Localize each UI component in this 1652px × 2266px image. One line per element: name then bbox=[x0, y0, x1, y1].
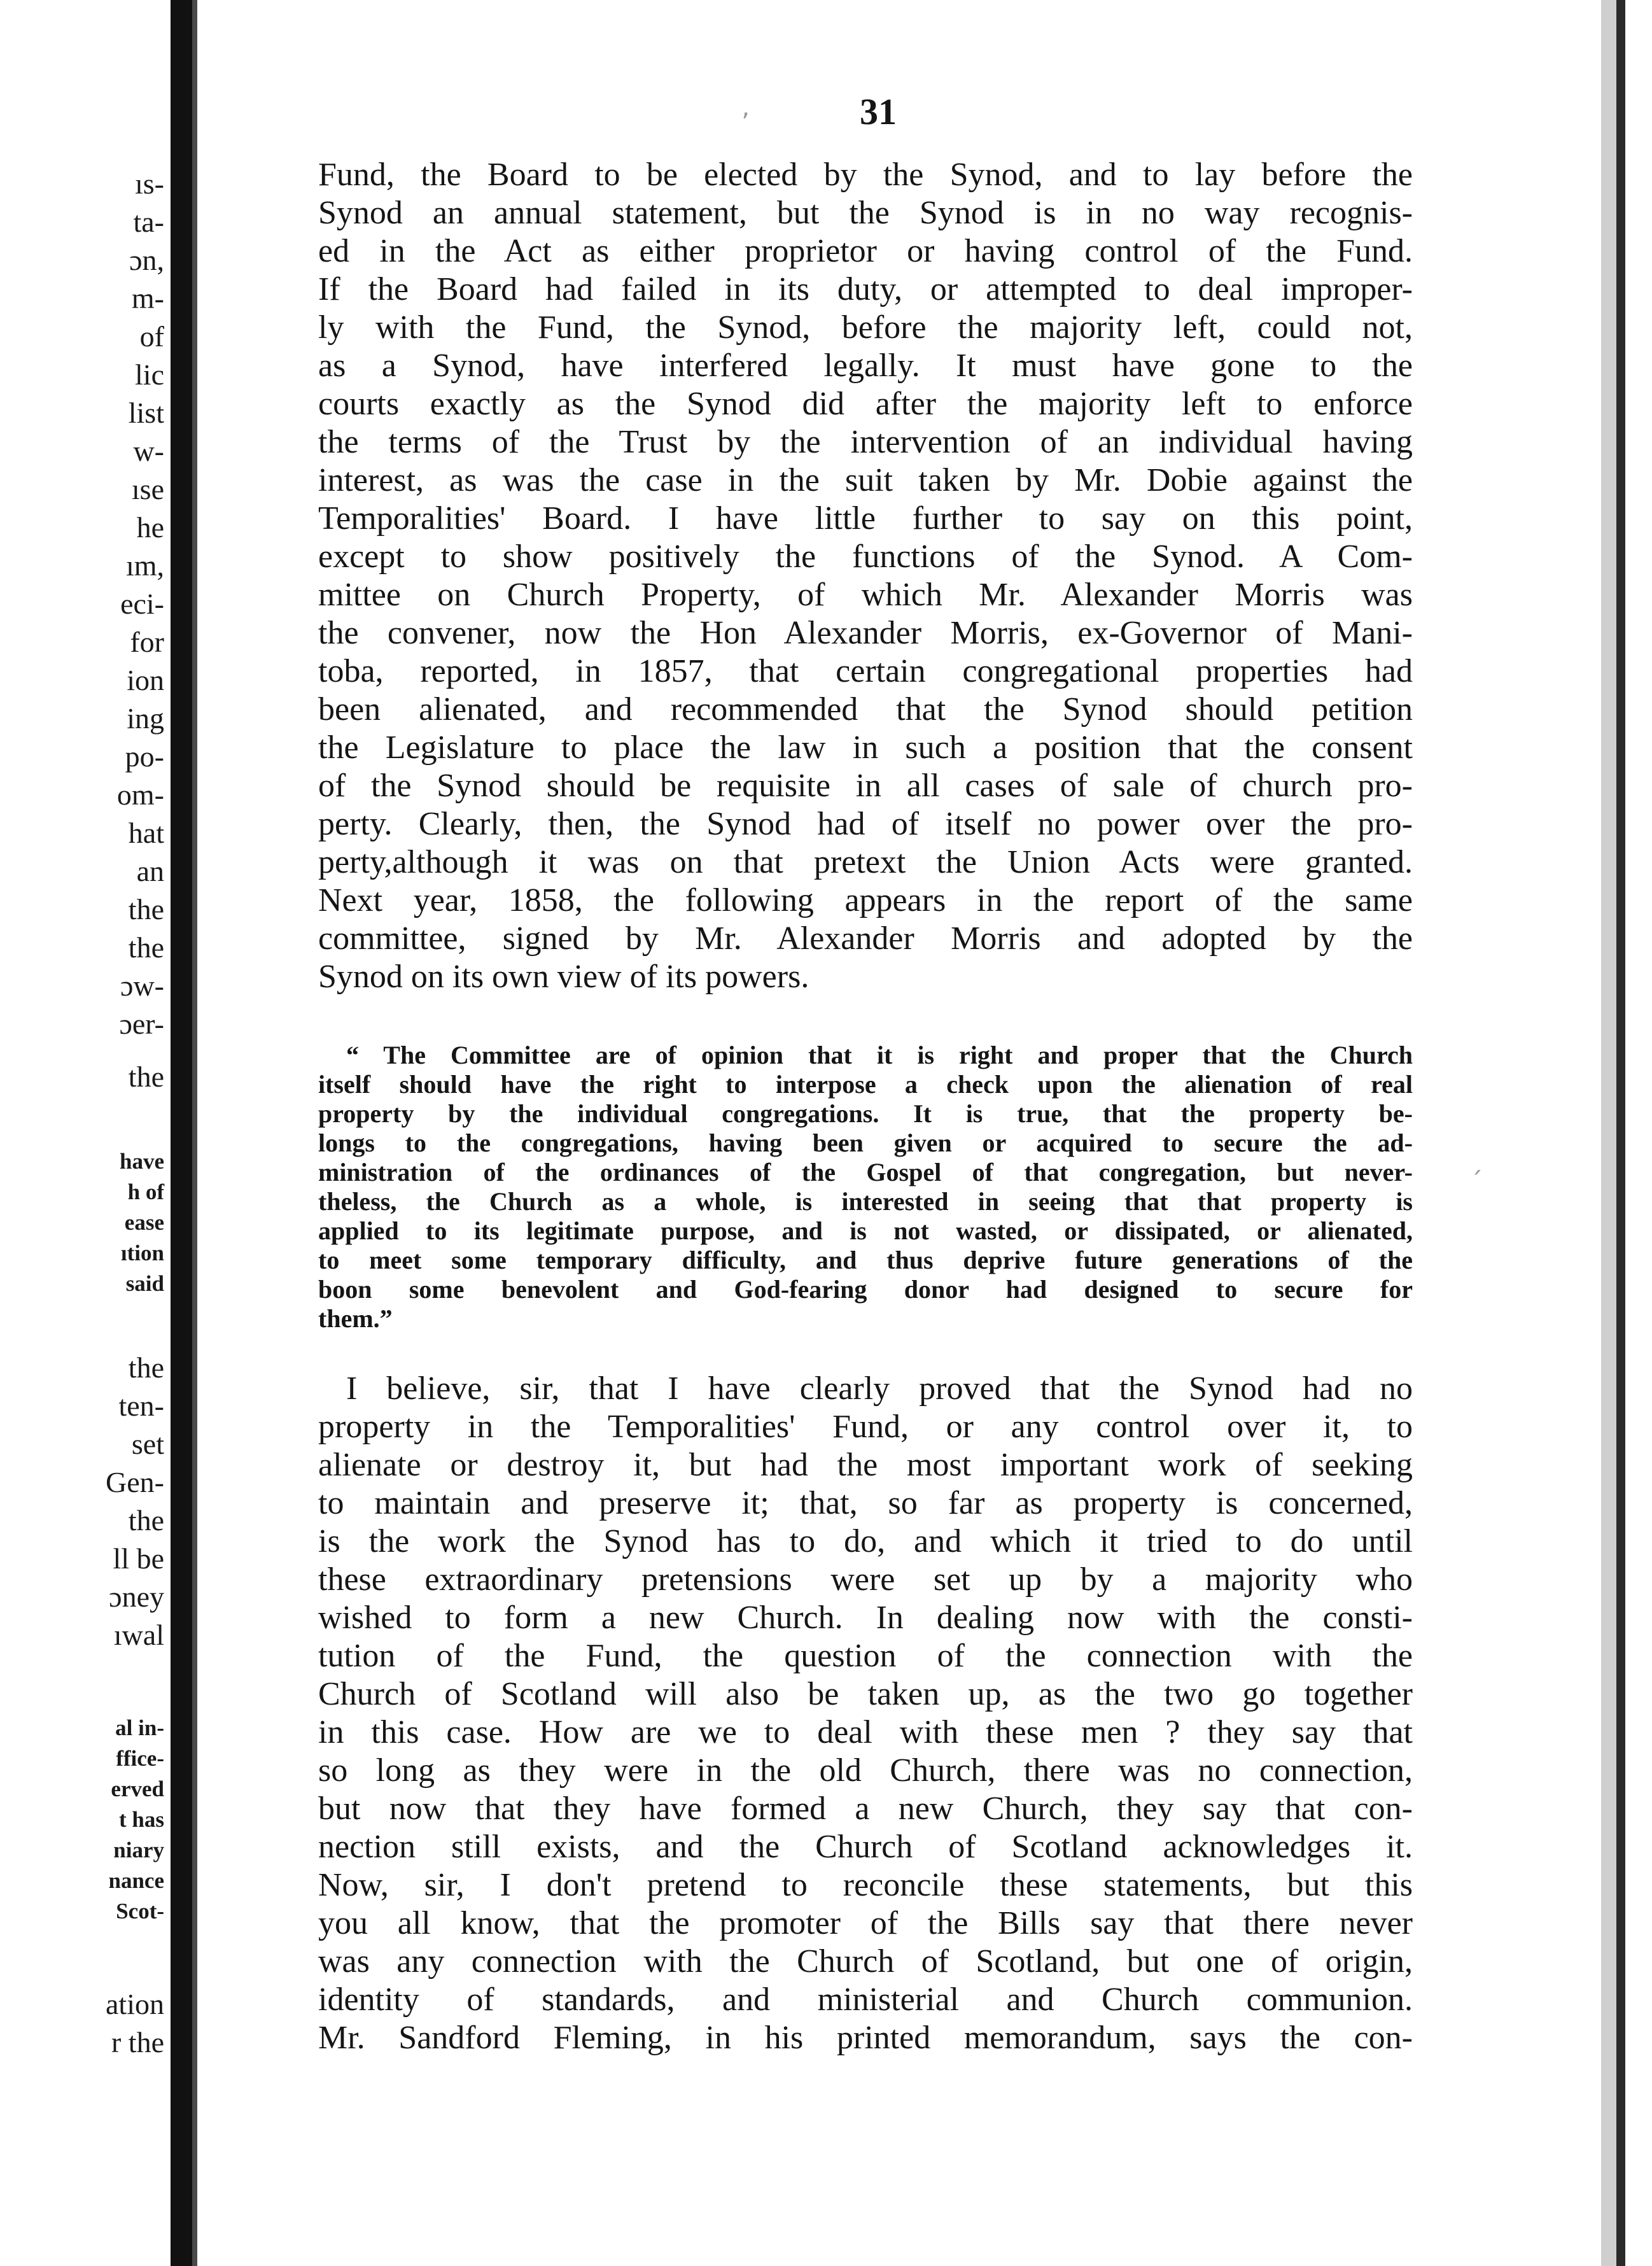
text-line: but now that they have formed a new Church, they say that con- bbox=[318, 1791, 1413, 1827]
prev-fragment: ıwal bbox=[113, 1619, 164, 1651]
prev-fragment: ten- bbox=[118, 1390, 164, 1422]
quote-line: property by the individual congregations. It is true, that the property be- bbox=[318, 1099, 1413, 1128]
prev-fragment: h of bbox=[127, 1179, 164, 1204]
text-line: the convener, now the Hon Alexander Morris, ex-Governor of Mani- bbox=[318, 615, 1413, 651]
text-line: Next year, 1858, the following appears in the report of the same bbox=[318, 882, 1413, 918]
quote-line: boon some benevolent and God-fearing donor had designed to secure for bbox=[318, 1275, 1413, 1304]
text-line: Fund, the Board to be elected by the Synod, and to lay before the bbox=[318, 157, 1413, 193]
prev-fragment: Scot- bbox=[116, 1899, 164, 1924]
block-quotation bbox=[318, 1041, 1413, 1334]
prev-fragment: ation bbox=[106, 1988, 164, 2020]
text-line: these extraordinary pretensions were set up by a majority who bbox=[318, 1561, 1413, 1598]
prev-fragment: the bbox=[128, 1504, 164, 1537]
page-number: 31 bbox=[860, 91, 897, 132]
text-line: Church of Scotland will also be taken up, as the two go together bbox=[318, 1676, 1413, 1712]
prev-fragment: have bbox=[120, 1149, 164, 1174]
prev-fragment: al in- bbox=[115, 1715, 164, 1740]
quote-line: longs to the congregations, having been given or acquired to secure the ad- bbox=[318, 1129, 1413, 1157]
prev-fragment: of bbox=[139, 320, 164, 353]
prev-fragment: ing bbox=[127, 702, 164, 735]
text-line: so long as they were in the old Church, there was no connection, bbox=[318, 1752, 1413, 1789]
prev-fragment: an bbox=[136, 855, 164, 887]
text-line: except to show positively the functions of the Synod. A Com- bbox=[318, 538, 1413, 575]
text-line: you all know, that the promoter of the Bills say that there never bbox=[318, 1905, 1413, 1941]
text-line: of the Synod should be requisite in all cases of sale of church pro- bbox=[318, 768, 1413, 804]
quote-line: theless, the Church as a whole, is interested in seeing that that property is bbox=[318, 1187, 1413, 1216]
prev-fragment: list bbox=[128, 397, 164, 429]
prev-fragment: w- bbox=[133, 435, 164, 467]
text-line: nection still exists, and the Church of Scotland acknowledges it. bbox=[318, 1829, 1413, 1865]
page-edge bbox=[1616, 0, 1625, 2266]
quote-line: to meet some temporary difficulty, and thus deprive future generations of the bbox=[318, 1246, 1413, 1274]
prev-fragment: hat bbox=[128, 817, 164, 849]
text-line: wished to form a new Church. In dealing now with the consti- bbox=[318, 1600, 1413, 1636]
body-paragraph bbox=[318, 156, 1413, 996]
prev-fragment: erved bbox=[111, 1777, 164, 1801]
prev-fragment: ɔer- bbox=[119, 1008, 164, 1040]
text-line: tution of the Fund, the question of the connection with the bbox=[318, 1638, 1413, 1674]
body-paragraph bbox=[318, 1370, 1413, 2057]
prev-fragment: ɔn, bbox=[129, 244, 164, 276]
text-line: as a Synod, have interfered legally. It must have gone to the bbox=[318, 348, 1413, 384]
prev-fragment: set bbox=[131, 1428, 164, 1460]
page-edge-shadow bbox=[1601, 0, 1616, 2266]
text-line: Synod on its own view of its powers. bbox=[318, 959, 809, 995]
prev-fragment: the bbox=[128, 931, 164, 964]
gutter-shadow bbox=[192, 0, 197, 2266]
text-line: was any connection with the Church of Scotland, but one of origin, bbox=[318, 1943, 1413, 1980]
text-line: perty,although it was on that pretext the Union Acts were granted. bbox=[318, 844, 1413, 880]
text-line: toba, reported, in 1857, that certain congregational properties had bbox=[318, 653, 1413, 689]
text-line: ed in the Act as either proprietor or having control of the Fund. bbox=[318, 233, 1413, 269]
quote-line: ministration of the ordinances of the Gospel of that congregation, but never- bbox=[318, 1158, 1413, 1186]
prev-fragment: ease bbox=[124, 1210, 164, 1235]
text-line: the terms of the Trust by the intervention of an individual having bbox=[318, 424, 1413, 460]
binding-gutter bbox=[171, 0, 192, 2266]
quote-line: itself should have the right to interpose a check upon the alienation of real bbox=[318, 1070, 1413, 1099]
text-line: Synod an annual statement, but the Synod is in no way recognis- bbox=[318, 195, 1413, 231]
prev-fragment: ion bbox=[127, 664, 164, 696]
prev-fragment: he bbox=[136, 511, 164, 544]
prev-fragment: nance bbox=[108, 1868, 164, 1893]
text-line: alienate or destroy it, but had the most important work of seeking bbox=[318, 1447, 1413, 1483]
text-line: to maintain and preserve it; that, so far as property is concerned, bbox=[318, 1485, 1413, 1521]
text-line: is the work the Synod has to do, and which it tried to do until bbox=[318, 1523, 1413, 1559]
prev-fragment: ffice- bbox=[116, 1746, 164, 1771]
prev-fragment: ım, bbox=[125, 549, 164, 582]
prev-fragment: po- bbox=[125, 740, 164, 773]
prev-fragment: ıs- bbox=[135, 167, 164, 200]
text-line: committee, signed by Mr. Alexander Morris and adopted by the bbox=[318, 920, 1413, 957]
prev-fragment: ɔw- bbox=[120, 969, 164, 1002]
text-line: ly with the Fund, the Synod, before the majority left, could not, bbox=[318, 309, 1413, 346]
text-line: Mr. Sandford Fleming, in his printed memorandum, says the con- bbox=[318, 2020, 1413, 2056]
text-line: Now, sir, I don't pretend to reconcile these statements, but this bbox=[318, 1867, 1413, 1903]
prev-fragment: r the bbox=[111, 2026, 164, 2058]
prev-fragment: t has bbox=[119, 1807, 164, 1832]
previous-page-edge bbox=[0, 0, 167, 2266]
text-line: been alienated, and recommended that the Synod should petition bbox=[318, 691, 1413, 728]
text-line: I believe, sir, that I have clearly proved that the Synod had no bbox=[346, 1370, 1413, 1407]
prev-fragment: the bbox=[128, 1351, 164, 1384]
prev-fragment: om- bbox=[116, 778, 164, 811]
prev-fragment: Gen- bbox=[106, 1466, 164, 1498]
prev-fragment: eci- bbox=[120, 588, 164, 620]
prev-fragment: ta- bbox=[133, 206, 164, 238]
text-line: identity of standards, and ministerial and Church communion. bbox=[318, 1981, 1413, 2018]
text-line: Temporalities' Board. I have little further to say on this point, bbox=[318, 500, 1413, 537]
text-line: mittee on Church Property, of which Mr. Alexander Morris was bbox=[318, 577, 1413, 613]
quote-line: applied to its legitimate purpose, and is not wasted, or dissipated, or alienated, bbox=[318, 1216, 1413, 1245]
prev-fragment: m- bbox=[131, 282, 164, 314]
prev-fragment: the bbox=[128, 893, 164, 925]
prev-fragment: the bbox=[128, 1060, 164, 1093]
text-line: perty. Clearly, then, the Synod had of itself no power over the pro- bbox=[318, 806, 1413, 842]
prev-fragment: niary bbox=[113, 1838, 164, 1862]
quote-line: them.” bbox=[318, 1304, 393, 1333]
prev-fragment: lic bbox=[135, 358, 164, 391]
stray-mark: ʼ bbox=[741, 108, 750, 137]
prev-fragment: ll be bbox=[113, 1542, 164, 1575]
prev-fragment: said bbox=[125, 1271, 164, 1296]
prev-fragment: ıtion bbox=[120, 1241, 164, 1265]
text-line: If the Board had failed in its duty, or attempted to deal improper- bbox=[318, 271, 1413, 307]
text-line: interest, as was the case in the suit taken by Mr. Dobie against the bbox=[318, 462, 1413, 498]
text-line: the Legislature to place the law in such a position that the consent bbox=[318, 729, 1413, 766]
prev-fragment: ɔney bbox=[109, 1580, 164, 1613]
prev-fragment: ıse bbox=[131, 473, 164, 505]
quote-line: “ The Committee are of opinion that it is right and proper that the Church bbox=[346, 1041, 1413, 1069]
stray-mark: ˏ bbox=[1470, 1146, 1483, 1175]
text-line: in this case. How are we to deal with these men ? they say that bbox=[318, 1714, 1413, 1750]
text-line: courts exactly as the Synod did after the majority left to enforce bbox=[318, 386, 1413, 422]
text-line: property in the Temporalities' Fund, or any control over it, to bbox=[318, 1409, 1413, 1445]
prev-fragment: for bbox=[130, 626, 164, 658]
